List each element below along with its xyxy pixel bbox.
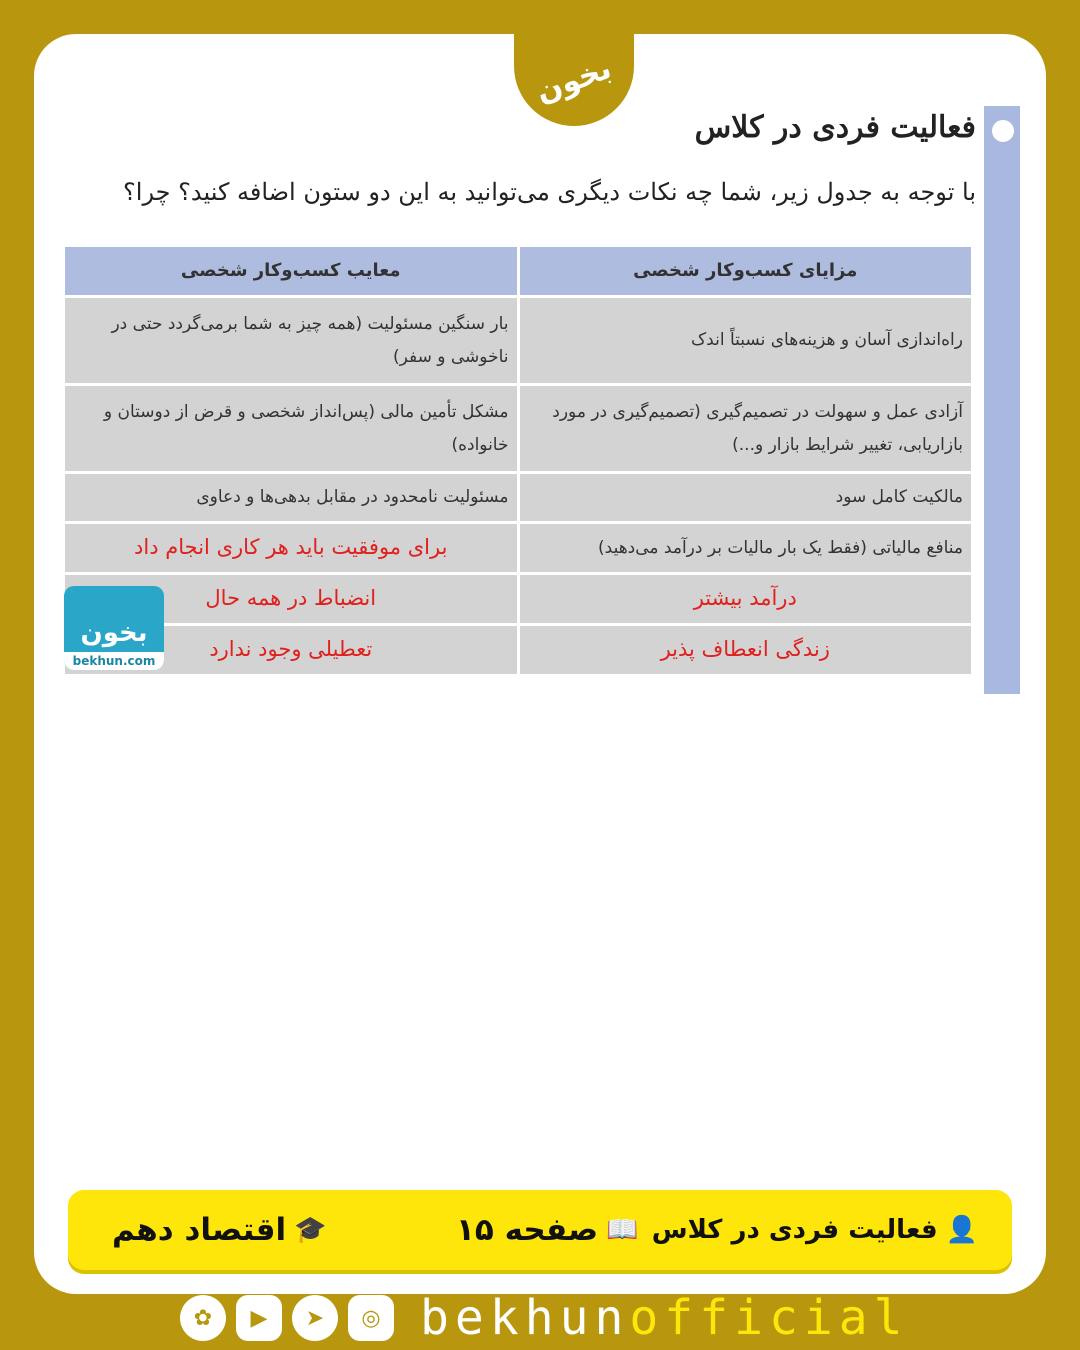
added-disadvantage-cell: تعطیلی وجود ندارد bbox=[64, 624, 519, 675]
social-bar bbox=[180, 1290, 909, 1346]
disadvantage-cell: بار سنگین مسئولیت (همه چیز به شما برمی‌گردد حتی در ناخوشی و سفر) bbox=[64, 297, 519, 385]
footer-subject bbox=[112, 1190, 327, 1270]
brand-handle[interactable] bbox=[420, 1290, 909, 1346]
table-row bbox=[64, 523, 973, 574]
teacher-icon: 👤 bbox=[945, 1215, 978, 1245]
watermark-url: bekhun.com bbox=[64, 652, 164, 670]
youtube-icon[interactable]: ▶ bbox=[236, 1295, 282, 1341]
footer-info-bar bbox=[68, 1190, 1012, 1270]
table-row bbox=[64, 573, 973, 624]
disadvantage-cell: مشکل تأمین مالی (پس‌انداز شخصی و قرض از دوستان و خانواده) bbox=[64, 385, 519, 473]
watermark-logo-icon: بخون bbox=[80, 618, 148, 648]
footer-page bbox=[456, 1190, 638, 1270]
handle-part1: bekhun bbox=[420, 1290, 630, 1346]
header-advantages: مزایای کسب‌وکار شخصی bbox=[518, 246, 973, 297]
top-logo-badge bbox=[514, 34, 634, 126]
added-advantage-cell: درآمد بیشتر bbox=[518, 573, 973, 624]
activity-title: فعالیت فردی در کلاس bbox=[694, 110, 976, 145]
book-icon: 📖 bbox=[606, 1215, 639, 1245]
side-accent-bar bbox=[984, 106, 1020, 694]
advantage-cell: مالکیت کامل سود bbox=[518, 473, 973, 523]
table-row bbox=[64, 473, 973, 523]
disadvantage-cell: مسئولیت نامحدود در مقابل بدهی‌ها و دعاوی bbox=[64, 473, 519, 523]
table-row bbox=[64, 297, 973, 385]
table-header-row bbox=[64, 246, 973, 297]
aparat-icon[interactable]: ✿ bbox=[180, 1295, 226, 1341]
footer-activity bbox=[652, 1190, 978, 1270]
added-advantage-cell: زندگی انعطاف پذیر bbox=[518, 624, 973, 675]
table-row bbox=[64, 624, 973, 675]
advantage-cell: راه‌اندازی آسان و هزینه‌های نسبتاً اندک bbox=[518, 297, 973, 385]
added-disadvantage-cell: برای موفقیت باید هر کاری انجام داد bbox=[64, 523, 519, 574]
footer-page-label: صفحه ۱۵ bbox=[456, 1212, 599, 1248]
graduation-cap-icon: 🎓 bbox=[294, 1215, 327, 1245]
header-disadvantages: معایب کسب‌وکار شخصی bbox=[64, 246, 519, 297]
advantage-cell: آزادی عمل و سهولت در تصمیم‌گیری (تصمیم‌گیری در مورد بازاریابی، تغییر شرایط بازار و...) bbox=[518, 385, 973, 473]
activity-question: با توجه به جدول زیر، شما چه نکات دیگری می‌توانید به این دو ستون اضافه کنید؟ چرا؟ bbox=[123, 178, 976, 206]
bekhun-logo: بخون bbox=[531, 50, 617, 110]
table-row bbox=[64, 385, 973, 473]
title-bullet-icon bbox=[990, 118, 1016, 144]
pros-cons-table bbox=[62, 244, 974, 677]
advantage-cell: منافع مالیاتی (فقط یک بار مالیات بر درآمد می‌دهید) bbox=[518, 523, 973, 574]
footer-activity-label: فعالیت فردی در کلاس bbox=[651, 1215, 938, 1245]
handle-part2: official bbox=[629, 1290, 909, 1346]
bekhun-watermark bbox=[64, 586, 164, 670]
added-disadvantage-cell: انضباط در همه حال bbox=[64, 573, 519, 624]
telegram-icon[interactable]: ➤ bbox=[292, 1295, 338, 1341]
instagram-icon[interactable]: ◎ bbox=[348, 1295, 394, 1341]
footer-subject-label: اقتصاد دهم bbox=[112, 1212, 287, 1248]
